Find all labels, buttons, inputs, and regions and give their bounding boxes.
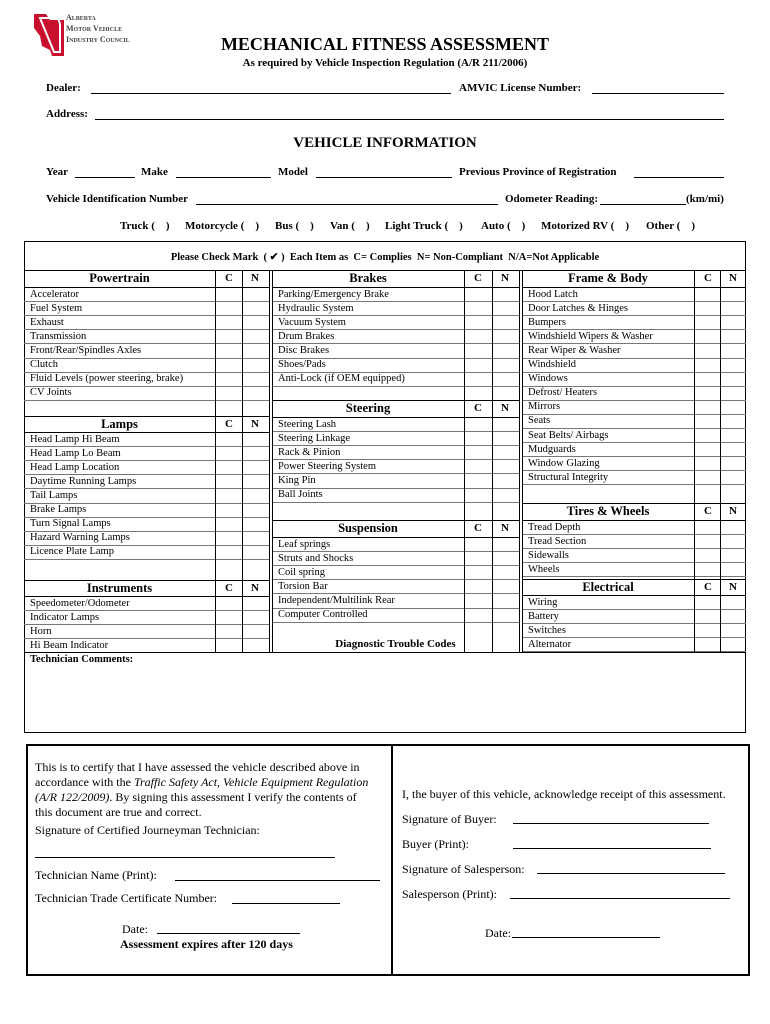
- brakes-n-checkbox[interactable]: [492, 315, 519, 329]
- brakes-c-checkbox[interactable]: [464, 301, 492, 315]
- brakes-c-checkbox[interactable]: [464, 315, 492, 329]
- steering-n-header: N: [501, 402, 509, 414]
- trade-cert-field[interactable]: [232, 903, 340, 904]
- tires-item: Sidewalls: [528, 549, 569, 561]
- brakes-item: Hydraulic System: [278, 302, 354, 314]
- year-field[interactable]: [75, 177, 135, 178]
- frame-c-checkbox[interactable]: [694, 287, 720, 301]
- powertrain-item: Clutch: [30, 359, 58, 370]
- sig-tech-label: Signature of Certified Journeyman Technician:: [35, 823, 260, 837]
- brakes-item: Shoes/Pads: [278, 359, 326, 370]
- suspension-section-title: Suspension: [338, 521, 398, 535]
- logo-line-2: Motor Vehicle: [66, 24, 123, 33]
- frame-item: Door Latches & Hinges: [528, 302, 629, 314]
- expires-note: Assessment expires after 120 days: [120, 937, 293, 951]
- frame-n-checkbox[interactable]: [720, 456, 746, 470]
- frame-c-checkbox[interactable]: [694, 428, 720, 442]
- tires-item: Tread Depth: [528, 521, 581, 533]
- cert-line-1: This is to certify that I have assessed the vehicle described above in: [35, 760, 360, 774]
- cert-line-3a: (A/R 122/2009): [35, 790, 110, 804]
- powertrain-c-checkbox[interactable]: [215, 386, 242, 400]
- lamps-c-checkbox[interactable]: [215, 517, 242, 531]
- frame-c-checkbox[interactable]: [694, 456, 720, 470]
- steering-n-checkbox[interactable]: [492, 445, 519, 459]
- electrical-c-checkbox[interactable]: [694, 623, 720, 637]
- brakes-c-checkbox[interactable]: [464, 287, 492, 301]
- suspension-item: Torsion Bar: [278, 580, 328, 592]
- frame-item: Window Glazing: [528, 457, 600, 469]
- lamps-item: Hazard Warning Lamps: [30, 532, 130, 544]
- instruments-c-checkbox[interactable]: [215, 610, 242, 624]
- powertrain-n-checkbox[interactable]: [242, 372, 269, 386]
- frame-c-checkbox[interactable]: [694, 400, 720, 414]
- tires-c-checkbox[interactable]: [694, 548, 720, 562]
- lamps-c-checkbox[interactable]: [215, 432, 242, 446]
- vehicle-type-light-truck[interactable]: Light Truck ( ): [385, 220, 463, 232]
- frame-c-checkbox[interactable]: [694, 329, 720, 343]
- odometer-unit: (km/mi): [686, 193, 724, 205]
- powertrain-item: Fuel System: [30, 302, 83, 314]
- sales-print-field[interactable]: [510, 898, 730, 899]
- brakes-n-checkbox[interactable]: [492, 358, 519, 372]
- make-field[interactable]: [176, 177, 271, 178]
- lamps-n-checkbox[interactable]: [242, 460, 269, 474]
- instruments-n-checkbox[interactable]: [242, 596, 269, 610]
- lamps-c-checkbox[interactable]: [215, 531, 242, 545]
- frame-n-checkbox[interactable]: [720, 315, 746, 329]
- electrical-n-header: N: [729, 581, 737, 593]
- check-instruction: Please Check Mark ( ✔ ) Each Item as C= Complies N= Non-Compliant N/A=Not Applicable: [170, 252, 600, 263]
- address-field[interactable]: [95, 119, 724, 120]
- electrical-c-checkbox[interactable]: [694, 637, 720, 651]
- powertrain-item: Accelerator: [30, 288, 79, 300]
- sig-sales-label: Signature of Salesperson:: [402, 862, 525, 876]
- lamps-c-header: C: [225, 418, 233, 430]
- frame-n-checkbox[interactable]: [720, 329, 746, 343]
- steering-item: Ball Joints: [278, 489, 323, 500]
- frame-item: Seats: [528, 415, 551, 427]
- steering-item: Power Steering System: [278, 460, 376, 472]
- vehicle-info-title: VEHICLE INFORMATION: [293, 135, 477, 151]
- lamps-item: Turn Signal Lamps: [30, 518, 111, 530]
- brakes-item: Drum Brakes: [278, 330, 335, 342]
- suspension-n-checkbox[interactable]: [492, 565, 519, 579]
- instruments-n-header: N: [251, 582, 259, 594]
- suspension-c-checkbox[interactable]: [464, 579, 492, 593]
- steering-c-checkbox[interactable]: [464, 459, 492, 473]
- electrical-item: Switches: [528, 624, 566, 636]
- frame-c-checkbox[interactable]: [694, 470, 720, 484]
- brakes-n-checkbox[interactable]: [492, 287, 519, 301]
- technician-comments-label: Technician Comments:: [30, 654, 134, 665]
- dealer-label: Dealer:: [46, 82, 81, 94]
- instruments-section-title: Instruments: [86, 581, 153, 595]
- vehicle-type-auto[interactable]: Auto ( ): [481, 220, 526, 232]
- lamps-item: Daytime Running Lamps: [30, 475, 137, 487]
- steering-item: Steering Lash: [278, 418, 337, 430]
- frame-item: Mirrors: [528, 401, 561, 413]
- cert-line-4: this document are true and correct.: [35, 805, 202, 819]
- suspension-c-checkbox[interactable]: [464, 593, 492, 607]
- tech-name-field[interactable]: [175, 880, 380, 881]
- amvic-label: AMVIC License Number:: [459, 82, 582, 94]
- suspension-item: Struts and Shocks: [278, 552, 354, 564]
- tires-item: Tread Section: [528, 535, 587, 547]
- steering-n-checkbox[interactable]: [492, 417, 519, 431]
- frame-item: Hood Latch: [528, 288, 578, 300]
- powertrain-n-checkbox[interactable]: [242, 287, 269, 301]
- sig-buyer-field[interactable]: [513, 823, 709, 824]
- buyer-print-field[interactable]: [513, 848, 711, 849]
- powertrain-n-checkbox[interactable]: [242, 329, 269, 343]
- tires-n-checkbox[interactable]: [720, 520, 746, 534]
- steering-c-checkbox[interactable]: [464, 445, 492, 459]
- lamps-c-checkbox[interactable]: [215, 460, 242, 474]
- steering-c-header: C: [474, 402, 482, 414]
- powertrain-c-checkbox[interactable]: [215, 372, 242, 386]
- brakes-n-header: N: [501, 272, 509, 284]
- tires-c-checkbox[interactable]: [694, 534, 720, 548]
- electrical-n-checkbox[interactable]: [720, 637, 746, 651]
- logo-line-3: Industry Council: [66, 35, 130, 44]
- frame-c-checkbox[interactable]: [694, 343, 720, 357]
- vehicle-type-motorized-rv[interactable]: Motorized RV ( ): [541, 220, 629, 232]
- powertrain-item: Fluid Levels (power steering, brake): [30, 373, 184, 385]
- frame-n-checkbox[interactable]: [720, 400, 746, 414]
- instruments-n-checkbox[interactable]: [242, 638, 269, 652]
- frame-n-checkbox[interactable]: [720, 470, 746, 484]
- cert-line-2a: accordance with the: [35, 775, 134, 789]
- steering-c-checkbox[interactable]: [464, 473, 492, 487]
- brakes-item: Anti-Lock (if OEM equipped): [278, 373, 405, 385]
- instruments-item: Hi Beam Indicator: [30, 639, 109, 651]
- instruments-c-checkbox[interactable]: [215, 624, 242, 638]
- instruments-c-checkbox[interactable]: [215, 596, 242, 610]
- lamps-n-checkbox[interactable]: [242, 517, 269, 531]
- lamps-c-checkbox[interactable]: [215, 474, 242, 488]
- instruments-c-checkbox[interactable]: [215, 638, 242, 652]
- electrical-c-checkbox[interactable]: [694, 609, 720, 623]
- odometer-label: Odometer Reading:: [505, 193, 598, 205]
- buyer-print-label: Buyer (Print):: [402, 837, 469, 851]
- frame-c-header: C: [704, 272, 712, 284]
- tires-n-checkbox[interactable]: [720, 562, 746, 576]
- frame-n-checkbox[interactable]: [720, 343, 746, 357]
- frame-item: Rear Wiper & Washer: [528, 344, 621, 356]
- prev-province-field[interactable]: [634, 177, 724, 178]
- lamps-n-checkbox[interactable]: [242, 503, 269, 517]
- lamps-n-checkbox[interactable]: [242, 531, 269, 545]
- frame-item: Bumpers: [528, 316, 566, 328]
- brakes-c-checkbox[interactable]: [464, 358, 492, 372]
- steering-n-checkbox[interactable]: [492, 488, 519, 502]
- suspension-n-checkbox[interactable]: [492, 551, 519, 565]
- frame-n-header: N: [729, 272, 737, 284]
- vehicle-type-truck[interactable]: Truck ( ): [120, 220, 170, 232]
- suspension-item: Coil spring: [278, 566, 325, 578]
- sales-print-label: Salesperson (Print):: [402, 887, 497, 901]
- prev-province-label: Previous Province of Registration: [459, 166, 617, 178]
- powertrain-n-header: N: [251, 272, 259, 284]
- suspension-c-checkbox[interactable]: [464, 608, 492, 622]
- brakes-n-checkbox[interactable]: [492, 372, 519, 386]
- lamps-item: Head Lamp Location: [30, 461, 120, 473]
- electrical-n-checkbox[interactable]: [720, 623, 746, 637]
- vin-field[interactable]: [196, 204, 498, 205]
- lamps-item: Tail Lamps: [30, 489, 78, 501]
- brakes-c-checkbox[interactable]: [464, 343, 492, 357]
- steering-item: Rack & Pinion: [278, 446, 341, 458]
- frame-n-checkbox[interactable]: [720, 428, 746, 442]
- electrical-item: Alternator: [528, 638, 572, 650]
- steering-item: Steering Linkage: [278, 432, 351, 444]
- frame-n-checkbox[interactable]: [720, 358, 746, 372]
- frame-item: Windows: [528, 373, 568, 385]
- instruments-c-header: C: [225, 582, 233, 594]
- instruments-item: Indicator Lamps: [30, 611, 100, 623]
- suspension-n-checkbox[interactable]: [492, 537, 519, 551]
- powertrain-item: Transmission: [30, 330, 87, 342]
- suspension-n-header: N: [501, 522, 509, 534]
- frame-n-checkbox[interactable]: [720, 442, 746, 456]
- frame-item: Windshield Wipers & Washer: [528, 330, 653, 342]
- instruments-item: Speedometer/Odometer: [30, 597, 130, 609]
- electrical-n-checkbox[interactable]: [720, 609, 746, 623]
- steering-n-checkbox[interactable]: [492, 473, 519, 487]
- frame-n-checkbox[interactable]: [720, 386, 746, 400]
- steering-c-checkbox[interactable]: [464, 431, 492, 445]
- model-field[interactable]: [316, 177, 452, 178]
- electrical-n-checkbox[interactable]: [720, 595, 746, 609]
- lamps-c-checkbox[interactable]: [215, 488, 242, 502]
- frame-c-checkbox[interactable]: [694, 315, 720, 329]
- powertrain-n-checkbox[interactable]: [242, 358, 269, 372]
- lamps-item: Licence Plate Lamp: [30, 546, 114, 558]
- instruments-n-checkbox[interactable]: [242, 610, 269, 624]
- make-label: Make: [141, 166, 168, 178]
- frame-c-checkbox[interactable]: [694, 414, 720, 428]
- powertrain-c-checkbox[interactable]: [215, 315, 242, 329]
- steering-n-checkbox[interactable]: [492, 459, 519, 473]
- suspension-c-checkbox[interactable]: [464, 551, 492, 565]
- address-label: Address:: [46, 108, 88, 120]
- tires-n-header: N: [729, 505, 737, 517]
- brakes-c-checkbox[interactable]: [464, 329, 492, 343]
- suspension-n-checkbox[interactable]: [492, 579, 519, 593]
- suspension-item: Computer Controlled: [278, 609, 368, 620]
- powertrain-item: Front/Rear/Spindles Axles: [30, 344, 142, 356]
- electrical-c-checkbox[interactable]: [694, 595, 720, 609]
- tires-c-header: C: [704, 505, 712, 517]
- electrical-c-header: C: [704, 581, 712, 593]
- electrical-section-title: Electrical: [582, 580, 634, 594]
- powertrain-c-checkbox[interactable]: [215, 358, 242, 372]
- frame-item: Seat Belts/ Airbags: [528, 429, 609, 441]
- suspension-c-checkbox[interactable]: [464, 565, 492, 579]
- sig-sales-field[interactable]: [537, 873, 725, 874]
- lamps-n-checkbox[interactable]: [242, 545, 269, 559]
- tech-date-label: Date:: [122, 922, 148, 936]
- tech-date-field[interactable]: [157, 933, 300, 934]
- page-subtitle: As required by Vehicle Inspection Regulation (A/R 211/2006): [242, 57, 528, 69]
- trade-cert-label: Technician Trade Certificate Number:: [35, 891, 218, 905]
- cert-line-2b: Traffic Safety Act, Vehicle Equipment Regulation: [133, 775, 369, 789]
- lamps-n-checkbox[interactable]: [242, 474, 269, 488]
- page-title: MECHANICAL FITNESS ASSESSMENT: [220, 34, 550, 54]
- vehicle-type-bus[interactable]: Bus ( ): [275, 220, 314, 232]
- frame-item: Mudguards: [528, 443, 576, 455]
- vehicle-type-motorcycle[interactable]: Motorcycle ( ): [185, 220, 260, 232]
- lamps-item: Head Lamp Hi Beam: [30, 433, 120, 445]
- suspension-item: Independent/Multilink Rear: [278, 594, 395, 606]
- lamps-section-title: Lamps: [101, 417, 138, 431]
- tires-n-checkbox[interactable]: [720, 534, 746, 548]
- brakes-n-checkbox[interactable]: [492, 329, 519, 343]
- frame-n-checkbox[interactable]: [720, 287, 746, 301]
- powertrain-c-header: C: [225, 272, 233, 284]
- steering-item: King Pin: [278, 474, 316, 486]
- powertrain-c-checkbox[interactable]: [215, 329, 242, 343]
- sig-buyer-label: Signature of Buyer:: [402, 812, 497, 826]
- instruments-item: Horn: [30, 625, 52, 637]
- electrical-item: Wiring: [528, 596, 558, 608]
- tires-c-checkbox[interactable]: [694, 562, 720, 576]
- suspension-n-checkbox[interactable]: [492, 593, 519, 607]
- cert-line-3b: . By signing this assessment I verify the contents of: [109, 790, 357, 804]
- cert-statement: [35, 760, 385, 820]
- powertrain-item: CV Joints: [30, 387, 72, 399]
- electrical-item: Battery: [528, 610, 559, 622]
- frame-c-checkbox[interactable]: [694, 386, 720, 400]
- buyer-date-label: Date:: [485, 926, 511, 940]
- lamps-item: Head Lamp Lo Beam: [30, 447, 121, 459]
- model-label: Model: [278, 166, 308, 178]
- steering-section-title: Steering: [345, 401, 391, 415]
- powertrain-c-checkbox[interactable]: [215, 301, 242, 315]
- odometer-field[interactable]: [600, 204, 686, 205]
- suspension-n-checkbox[interactable]: [492, 608, 519, 622]
- lamps-n-header: N: [251, 418, 259, 430]
- tech-name-label: Technician Name (Print):: [35, 868, 157, 882]
- vehicle-type-van[interactable]: Van ( ): [330, 220, 370, 232]
- brakes-item: Disc Brakes: [278, 344, 330, 356]
- steering-c-checkbox[interactable]: [464, 488, 492, 502]
- lamps-n-checkbox[interactable]: [242, 432, 269, 446]
- frame-c-checkbox[interactable]: [694, 358, 720, 372]
- powertrain-n-checkbox[interactable]: [242, 386, 269, 400]
- suspension-item: Leaf springs: [278, 538, 331, 550]
- logo-line-1: Alberta: [66, 13, 96, 22]
- powertrain-c-checkbox[interactable]: [215, 343, 242, 357]
- frame-item: Structural Integrity: [528, 471, 609, 483]
- frame-n-checkbox[interactable]: [720, 414, 746, 428]
- amvic-field[interactable]: [592, 93, 724, 94]
- frame-n-checkbox[interactable]: [720, 301, 746, 315]
- sig-tech-field[interactable]: [35, 857, 335, 858]
- dealer-field[interactable]: [91, 93, 451, 94]
- tires-item: Wheels: [528, 563, 560, 575]
- frame-c-checkbox[interactable]: [694, 372, 720, 386]
- lamps-c-checkbox[interactable]: [215, 446, 242, 460]
- tires-c-checkbox[interactable]: [694, 520, 720, 534]
- powertrain-n-checkbox[interactable]: [242, 343, 269, 357]
- lamps-item: Brake Lamps: [30, 504, 87, 515]
- buyer-date-field[interactable]: [512, 937, 660, 938]
- buyer-ack: I, the buyer of this vehicle, acknowledge receipt of this assessment.: [402, 787, 726, 801]
- lamps-c-checkbox[interactable]: [215, 503, 242, 517]
- frame-n-checkbox[interactable]: [720, 372, 746, 386]
- tires-n-checkbox[interactable]: [720, 548, 746, 562]
- frame-c-checkbox[interactable]: [694, 301, 720, 315]
- brakes-n-checkbox[interactable]: [492, 301, 519, 315]
- steering-n-checkbox[interactable]: [492, 431, 519, 445]
- brakes-item: Parking/Emergency Brake: [278, 288, 389, 300]
- tires-section-title: Tires & Wheels: [566, 504, 650, 518]
- brakes-c-checkbox[interactable]: [464, 372, 492, 386]
- frame-item: Windshield: [528, 359, 576, 370]
- powertrain-n-checkbox[interactable]: [242, 301, 269, 315]
- frame-section-title: Frame & Body: [568, 271, 648, 285]
- brakes-c-header: C: [474, 272, 482, 284]
- suspension-c-header: C: [474, 522, 482, 534]
- brakes-section-title: Brakes: [349, 271, 387, 285]
- year-label: Year: [46, 166, 68, 178]
- diagnostic-codes-label: Diagnostic Trouble Codes: [335, 638, 456, 650]
- vin-label: Vehicle Identification Number: [46, 193, 188, 205]
- frame-item: Defrost/ Heaters: [528, 387, 598, 399]
- lamps-n-checkbox[interactable]: [242, 446, 269, 460]
- lamps-n-checkbox[interactable]: [242, 488, 269, 502]
- powertrain-item: Exhaust: [30, 316, 64, 328]
- powertrain-c-checkbox[interactable]: [215, 287, 242, 301]
- suspension-c-checkbox[interactable]: [464, 537, 492, 551]
- vehicle-type-other[interactable]: Other ( ): [646, 220, 695, 232]
- brakes-item: Vacuum System: [278, 316, 346, 328]
- instruments-n-checkbox[interactable]: [242, 624, 269, 638]
- steering-c-checkbox[interactable]: [464, 417, 492, 431]
- frame-c-checkbox[interactable]: [694, 442, 720, 456]
- brakes-n-checkbox[interactable]: [492, 343, 519, 357]
- powertrain-n-checkbox[interactable]: [242, 315, 269, 329]
- lamps-c-checkbox[interactable]: [215, 545, 242, 559]
- powertrain-section-title: Powertrain: [89, 271, 150, 285]
